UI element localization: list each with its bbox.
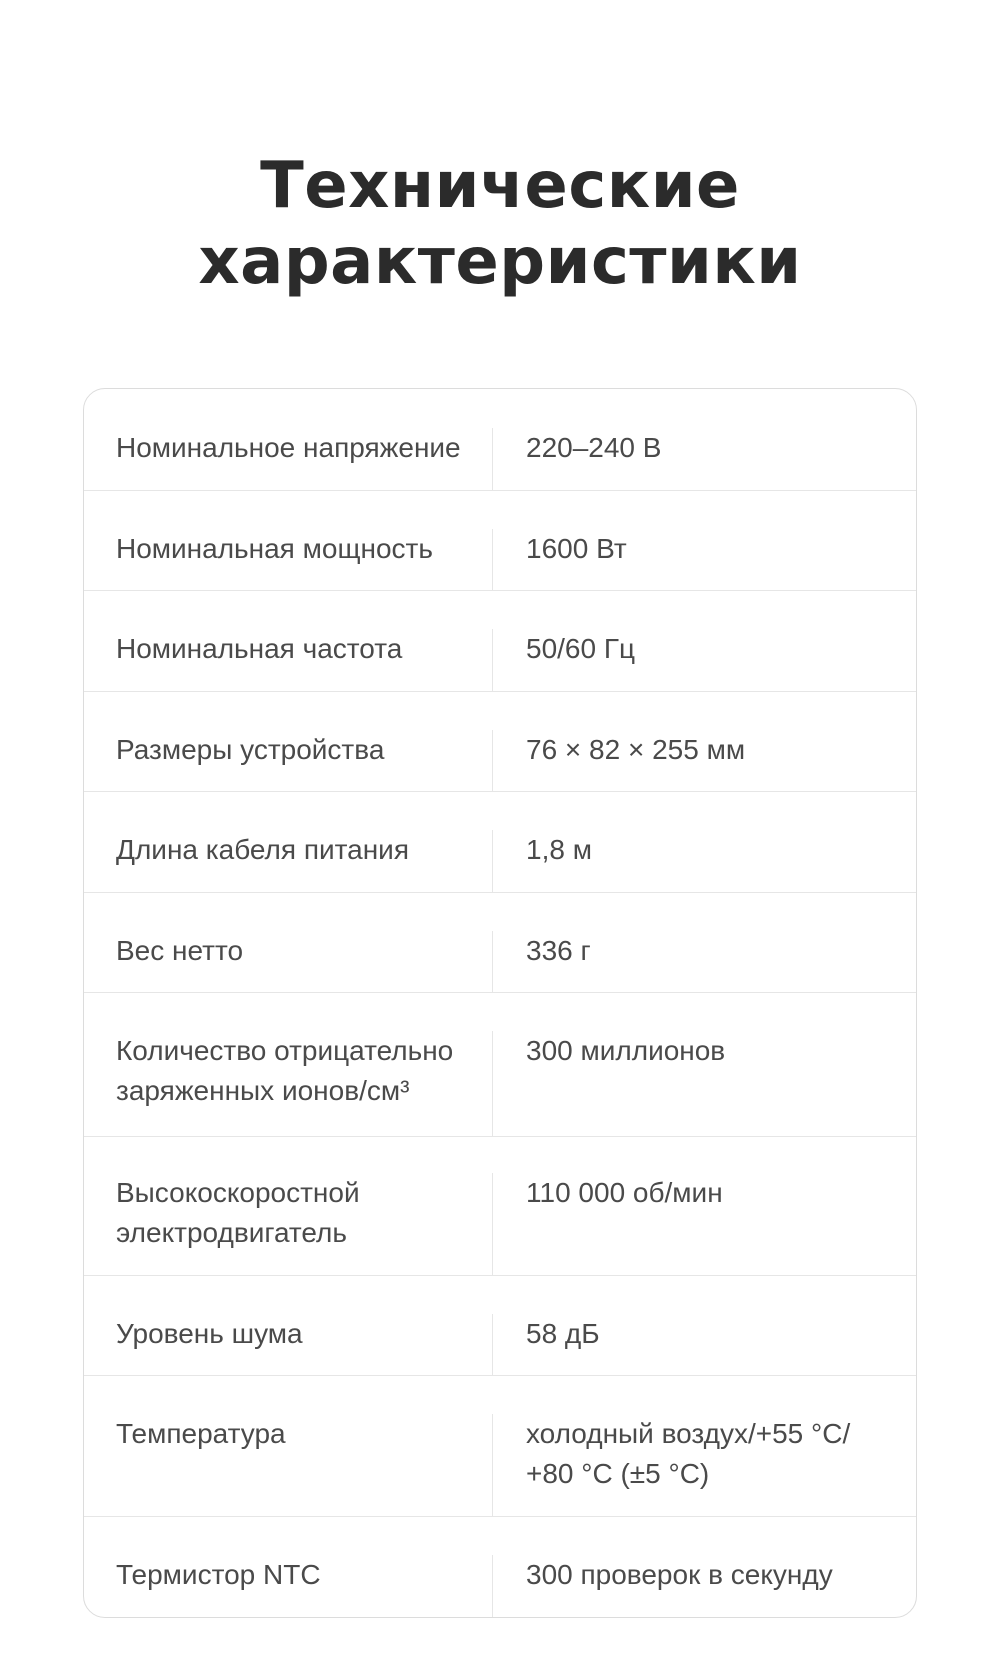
spec-value-cell xyxy=(493,428,916,490)
spec-row-temperature xyxy=(84,1375,916,1516)
page-title xyxy=(0,148,1000,300)
spec-label: Номинальная частота xyxy=(116,633,403,664)
spec-value-cell xyxy=(493,830,916,892)
spec-value-cell xyxy=(493,1314,916,1375)
spec-label-cell xyxy=(84,1031,493,1136)
page-title-line-2: характеристики xyxy=(198,225,802,299)
spec-label-cell xyxy=(84,1555,493,1617)
spec-label: Количество отрицательно заряженных ионов/см³ xyxy=(116,1035,454,1106)
spec-row-weight xyxy=(84,892,916,992)
spec-label: Термистор NTC xyxy=(116,1559,321,1590)
spec-row-frequency xyxy=(84,590,916,691)
spec-value: 300 проверок в секунду xyxy=(526,1559,833,1590)
spec-row-ions xyxy=(84,992,916,1136)
spec-value-cell xyxy=(493,1031,916,1136)
spec-label-cell xyxy=(84,931,493,992)
spec-table xyxy=(83,388,917,1618)
spec-value-cell xyxy=(493,1555,916,1617)
spec-value: 1600 Вт xyxy=(526,533,627,564)
spec-row-voltage xyxy=(84,389,916,490)
spec-label: Высокоскоростной электродвигатель xyxy=(116,1177,360,1248)
spec-label-cell xyxy=(84,428,493,490)
spec-value: 58 дБ xyxy=(526,1318,600,1349)
spec-value: 300 миллионов xyxy=(526,1035,726,1066)
spec-label: Температура xyxy=(116,1418,286,1449)
page-title-line-1: Технические xyxy=(260,149,740,223)
spec-value: 50/60 Гц xyxy=(526,633,636,664)
spec-label-cell xyxy=(84,529,493,590)
spec-row-noise xyxy=(84,1275,916,1375)
spec-row-power xyxy=(84,490,916,590)
spec-row-cable-length xyxy=(84,791,916,892)
spec-label: Размеры устройства xyxy=(116,734,385,765)
spec-value-cell xyxy=(493,931,916,992)
spec-value: 76 × 82 × 255 мм xyxy=(526,734,746,765)
spec-value: 110 000 об/мин xyxy=(526,1177,723,1208)
spec-label: Номинальная мощность xyxy=(116,533,433,564)
spec-value-cell xyxy=(493,730,916,791)
spec-row-thermistor xyxy=(84,1516,916,1617)
spec-value-cell xyxy=(493,529,916,590)
spec-label-cell xyxy=(84,1173,493,1275)
spec-label: Длина кабеля питания xyxy=(116,834,409,865)
spec-row-motor xyxy=(84,1136,916,1275)
spec-label-cell xyxy=(84,730,493,791)
spec-label-cell xyxy=(84,1314,493,1375)
spec-label: Номинальное напряжение xyxy=(116,432,461,463)
spec-label: Вес нетто xyxy=(116,935,244,966)
spec-label-cell xyxy=(84,629,493,691)
spec-value: 336 г xyxy=(526,935,591,966)
spec-value-cell xyxy=(493,1414,916,1516)
spec-label: Уровень шума xyxy=(116,1318,303,1349)
spec-value-cell xyxy=(493,629,916,691)
spec-label-cell xyxy=(84,830,493,892)
spec-value: 1,8 м xyxy=(526,834,592,865)
spec-value: 220–240 В xyxy=(526,432,662,463)
spec-label-cell xyxy=(84,1414,493,1516)
spec-row-dimensions xyxy=(84,691,916,791)
spec-value-cell xyxy=(493,1173,916,1275)
spec-value: холодный воздух/+55 °C/ +80 °C (±5 °C) xyxy=(526,1418,851,1489)
